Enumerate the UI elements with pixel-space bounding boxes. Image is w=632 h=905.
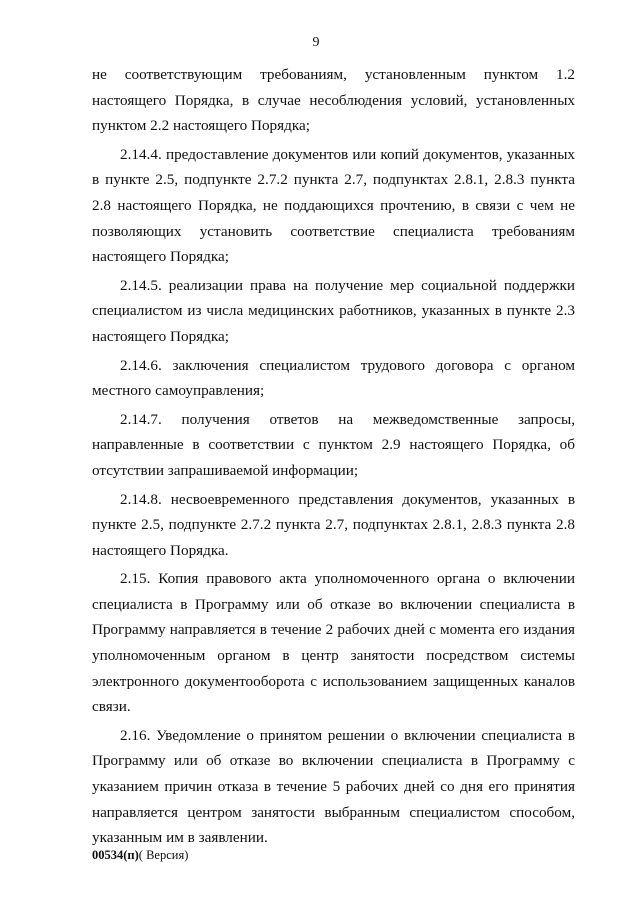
document-body bbox=[92, 62, 575, 854]
paragraph-2-14-5: 2.14.5. реализации права на получение мер социальной поддержки специалистом из числа медицинских работников, указанных в пункте 2.3 настоящего Порядка; bbox=[92, 276, 575, 345]
document-version: ( Версия) bbox=[138, 848, 189, 862]
page-number: 9 bbox=[312, 35, 320, 50]
document-footer bbox=[92, 848, 188, 863]
document-code: 00534(п) bbox=[92, 848, 139, 862]
paragraph-2-15: 2.15. Копия правового акта уполномоченного органа о включении специалиста в Программу или об отказе во включении специалиста в Программу направляется в течение 2 рабочих дней с момента его издания уполномоченным органом в центр занятости посредством системы электронного документооборота с использованием защищенных каналов связи. bbox=[92, 570, 575, 716]
paragraph-2-14-4: 2.14.4. предоставление документов или копий документов, указанных в пункте 2.5, подпункте 2.7.2 пункта 2.7, подпунктах 2.8.1, 2.8.3 пункта 2.8 настоящего Порядка, не поддающихся прочтению, в связи с чем не позволяющих установить соответствие специалиста требованиям настоящего Порядка; bbox=[92, 145, 575, 266]
paragraph-2-14-7: 2.14.7. получения ответов на межведомственные запросы, направленные в соответствии с пунктом 2.9 настоящего Порядка, об отсутствии запрашиваемой информации; bbox=[92, 410, 575, 479]
paragraph-continuation: не соответствующим требованиям, установленным пунктом 1.2 настоящего Порядка, в случае несоблюдения условий, установленных пунктом 2.2 настоящего Порядка; bbox=[92, 66, 575, 135]
paragraph-2-14-8: 2.14.8. несвоевременного представления документов, указанных в пункте 2.5, подпункте 2.7.2 пункта 2.7, подпунктах 2.8.1, 2.8.3 пункта 2.8 настоящего Порядка. bbox=[92, 490, 575, 559]
paragraph-2-16: 2.16. Уведомление о принятом решении о включении специалиста в Программу или об отказе во включении специалиста в Программу с указанием причин отказа в течение 5 рабочих дней со дня его принятия направляется центром занятости выбранным специалистом способом, указанным им в заявлении. bbox=[92, 726, 575, 847]
paragraph-2-14-6: 2.14.6. заключения специалистом трудового договора с органом местного самоуправления; bbox=[92, 356, 575, 400]
